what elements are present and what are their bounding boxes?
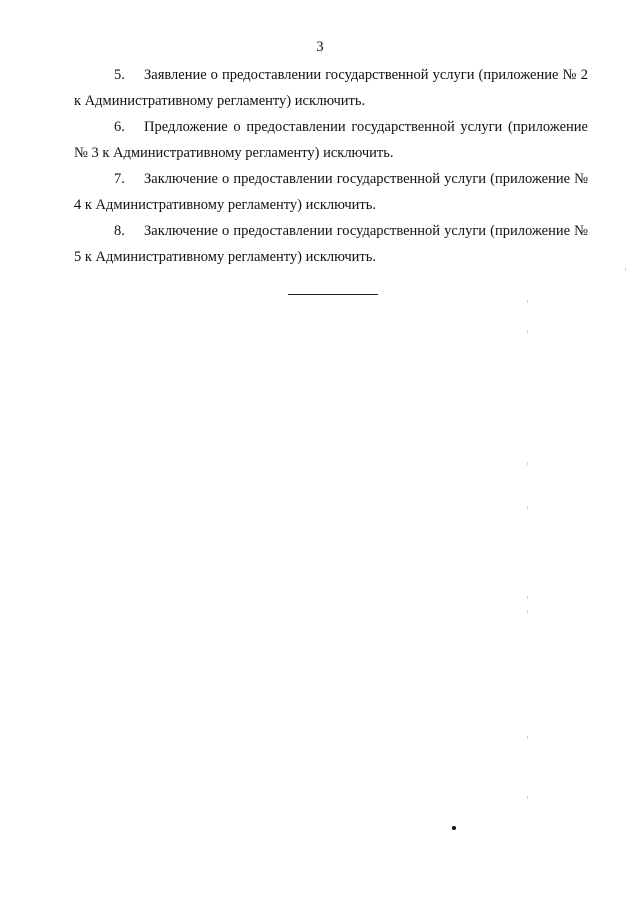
scan-speck: [527, 596, 528, 599]
scan-speck: [527, 796, 528, 799]
item-text: Заключение о предоставлении государственной услуги (приложение № 5 к Административному регламенту) исключить.: [74, 223, 588, 265]
scan-speck: [527, 462, 528, 465]
list-item: [74, 62, 588, 114]
item-text: Заявление о предоставлении государственной услуги (приложение № 2 к Административному регламенту) исключить.: [74, 67, 588, 109]
item-number: 7.: [114, 171, 125, 187]
scan-speck: [625, 268, 626, 271]
scan-dot: [452, 826, 456, 830]
scan-speck: [527, 736, 528, 739]
scan-speck: [527, 610, 528, 613]
list-item: [74, 114, 588, 166]
item-number: 8.: [114, 223, 125, 239]
item-number: 6.: [114, 119, 125, 135]
scan-speck: [527, 330, 528, 333]
page-number: 3: [316, 39, 324, 55]
separator-line: [288, 294, 378, 295]
item-text: Предложение о предоставлении государственной услуги (приложение № 3 к Административному регламенту) исключить.: [74, 119, 588, 161]
item-number: 5.: [114, 67, 125, 83]
document-body: [74, 62, 588, 270]
scan-speck: [527, 300, 528, 303]
list-item: [74, 166, 588, 218]
list-item: [74, 218, 588, 270]
scan-speck: [527, 506, 528, 509]
item-text: Заключение о предоставлении государственной услуги (приложение № 4 к Административному регламенту) исключить.: [74, 171, 588, 213]
